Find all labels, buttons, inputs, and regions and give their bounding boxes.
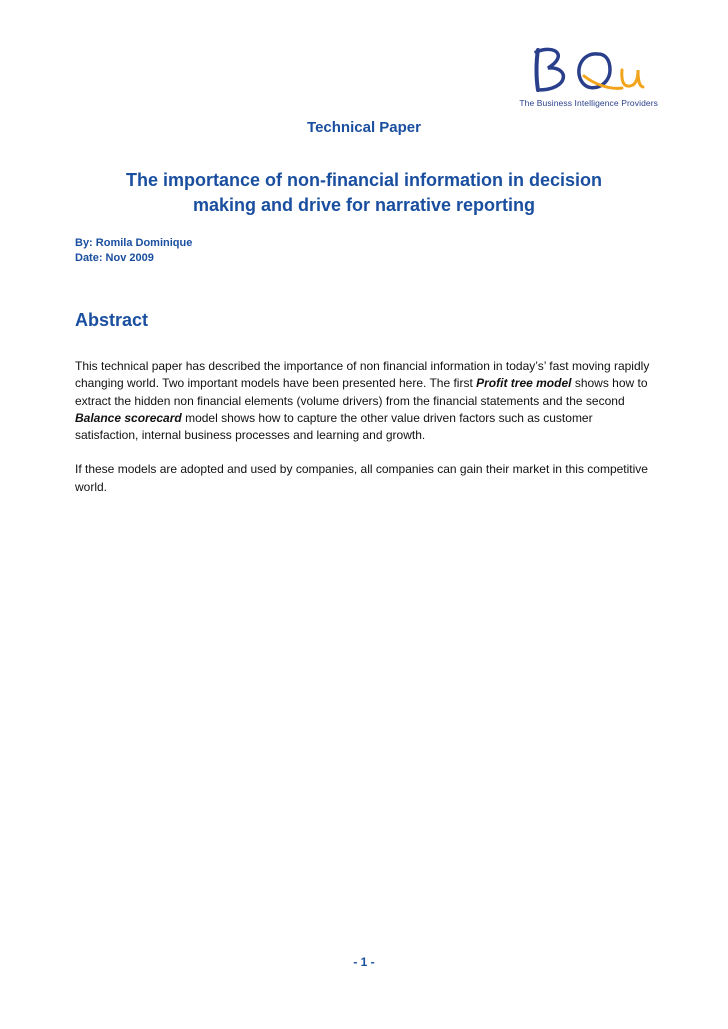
date-line: Date: Nov 2009 xyxy=(75,252,154,264)
page-number: - 1 - xyxy=(353,955,375,969)
document-meta xyxy=(75,236,192,266)
abstract-p1-text-b: shows how to extract the hidden non financial elements (volume drivers) from the financial statements and the second xyxy=(75,376,648,408)
abstract-p1-text-a: This technical paper has described the importance of non financial information in today’s’ fast moving rapidly changing world. Two important models have been presented here. The first xyxy=(75,359,650,391)
abstract-paragraph-1 xyxy=(75,358,655,444)
abstract-heading: Abstract xyxy=(75,310,149,330)
title-line-1: The importance of non-financial information in decision xyxy=(125,170,603,190)
balance-scorecard-term: Balance scorecard xyxy=(75,410,182,425)
abstract-body xyxy=(75,358,655,513)
title-line-2: making and drive for narrative reporting xyxy=(192,195,536,215)
company-logo xyxy=(508,40,658,115)
abstract-p1-text-c: model shows how to capture the other value driven factors such as customer satisfaction, internal business processes and learning and growth. xyxy=(75,410,593,443)
abstract-paragraph-2: If these models are adopted and used by companies, all companies can gain their market in this competitive world. xyxy=(75,462,648,494)
document-title xyxy=(74,168,654,218)
profit-tree-model-term: Profit tree model xyxy=(476,376,572,391)
document-type: Technical Paper xyxy=(307,119,421,136)
bqu-logo-mark xyxy=(526,40,646,98)
logo-tagline: The Business Intelligence Providers xyxy=(519,98,658,108)
author-line: By: Romila Dominique xyxy=(75,237,193,249)
